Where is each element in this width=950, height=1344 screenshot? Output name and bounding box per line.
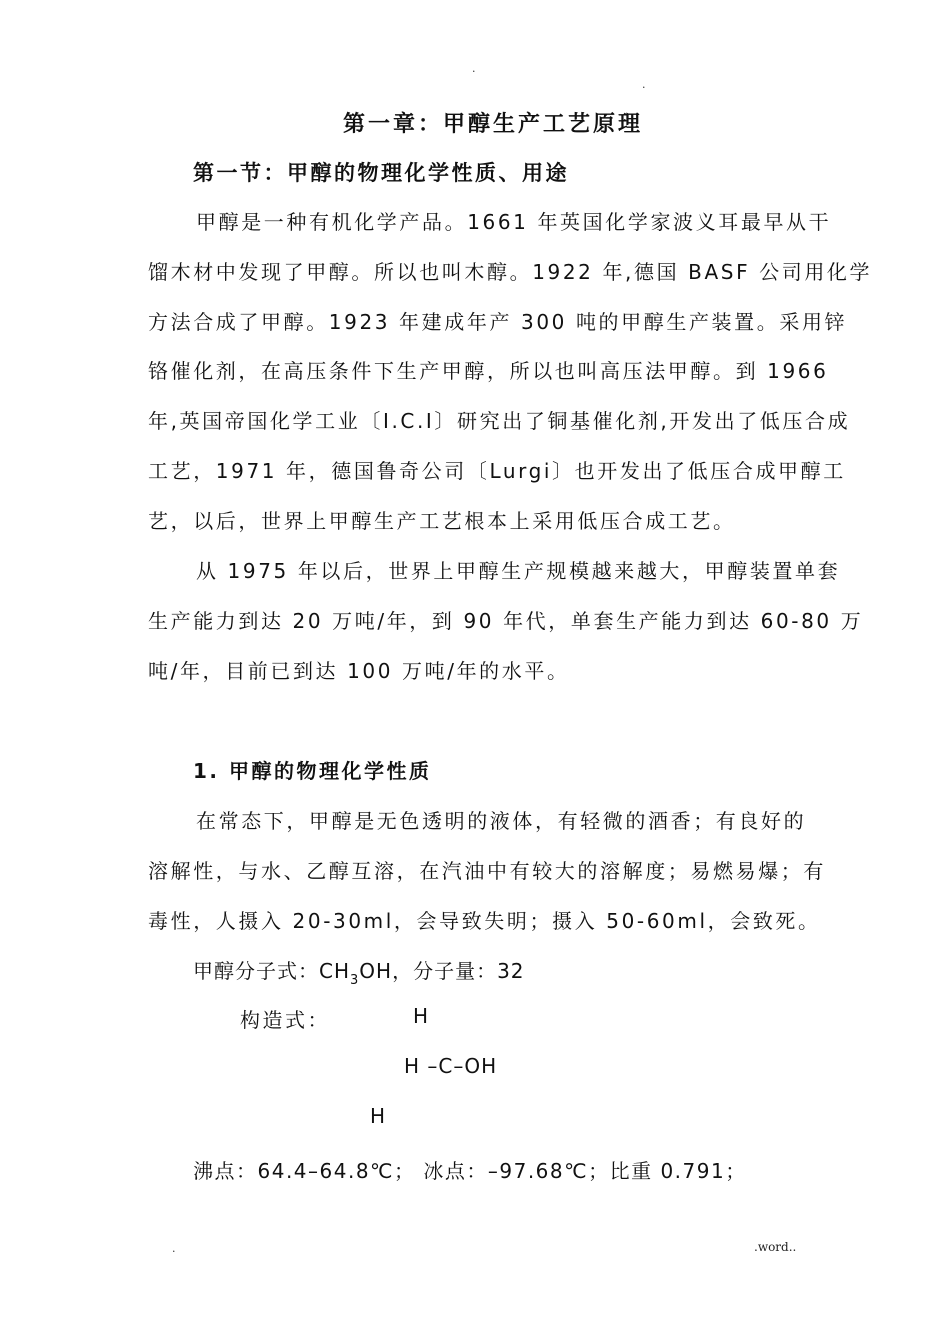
formula-suffix: OH，分子量：32 [359, 959, 525, 983]
text-line: 方法合成了甲醇。1923 年建成年产 300 吨的甲醇生产装置。采用锌 [148, 310, 848, 334]
molecular-formula [193, 955, 525, 988]
text-line: 艺，以后，世界上甲醇生产工艺根本上采用低压合成工艺。 [148, 509, 736, 533]
formula-subscript: 3 [350, 973, 360, 988]
text-line: 馏木材中发现了甲醇。所以也叫木醇。1922 年,德国 BASF 公司用化学 [148, 260, 873, 284]
chapter-title: 第一章：甲醇生产工艺原理 [343, 112, 644, 137]
header-dot: . [642, 78, 646, 91]
footer-word-mark: .word.. [754, 1240, 797, 1254]
structure-label: 构造式： [240, 1008, 330, 1032]
structure-middle: H –C–OH [404, 1054, 498, 1078]
text-line: 从 1975 年以后，世界上甲醇生产规模越来越大，甲醇装置单套 [196, 559, 841, 583]
header-dot: . [472, 62, 476, 75]
structure-bottom-h: H [370, 1104, 387, 1128]
text-line: 年,英国帝国化学工业〔I.C.I〕研究出了铜基催化剂,开发出了低压合成 [148, 409, 851, 433]
physical-constants: 沸点：64.4–64.8℃； 冰点：–97.68℃；比重 0.791； [193, 1159, 747, 1183]
formula-prefix: 甲醇分子式：CH [193, 959, 351, 983]
text-line: 甲醇是一种有机化学产品。1661 年英国化学家波义耳最早从干 [196, 210, 832, 234]
text-line: 溶解性，与水、乙醇互溶，在汽油中有较大的溶解度；易燃易爆；有 [148, 859, 826, 883]
text-line: 铬催化剂，在高压条件下生产甲醇，所以也叫高压法甲醇。到 1966 [148, 359, 829, 383]
text-line: 吨/年，目前已到达 100 万吨/年的水平。 [148, 659, 570, 683]
text-line: 毒性，人摄入 20-30ml，会导致失明；摄入 50-60ml，会致死。 [148, 909, 821, 933]
text-line: 工艺，1971 年，德国鲁奇公司〔Lurgi〕也开发出了低压合成甲醇工 [148, 459, 846, 483]
subsection-title: 1. 甲醇的物理化学性质 [193, 759, 432, 783]
section-title: 第一节：甲醇的物理化学性质、用途 [193, 161, 569, 185]
text-line: 在常态下，甲醇是无色透明的液体，有轻微的酒香；有良好的 [196, 809, 807, 833]
text-line: 生产能力到达 20 万吨/年，到 90 年代，单套生产能力到达 60-80 万 [148, 609, 864, 633]
footer-dot: . [172, 1242, 176, 1255]
structure-top-h: H [413, 1004, 430, 1028]
